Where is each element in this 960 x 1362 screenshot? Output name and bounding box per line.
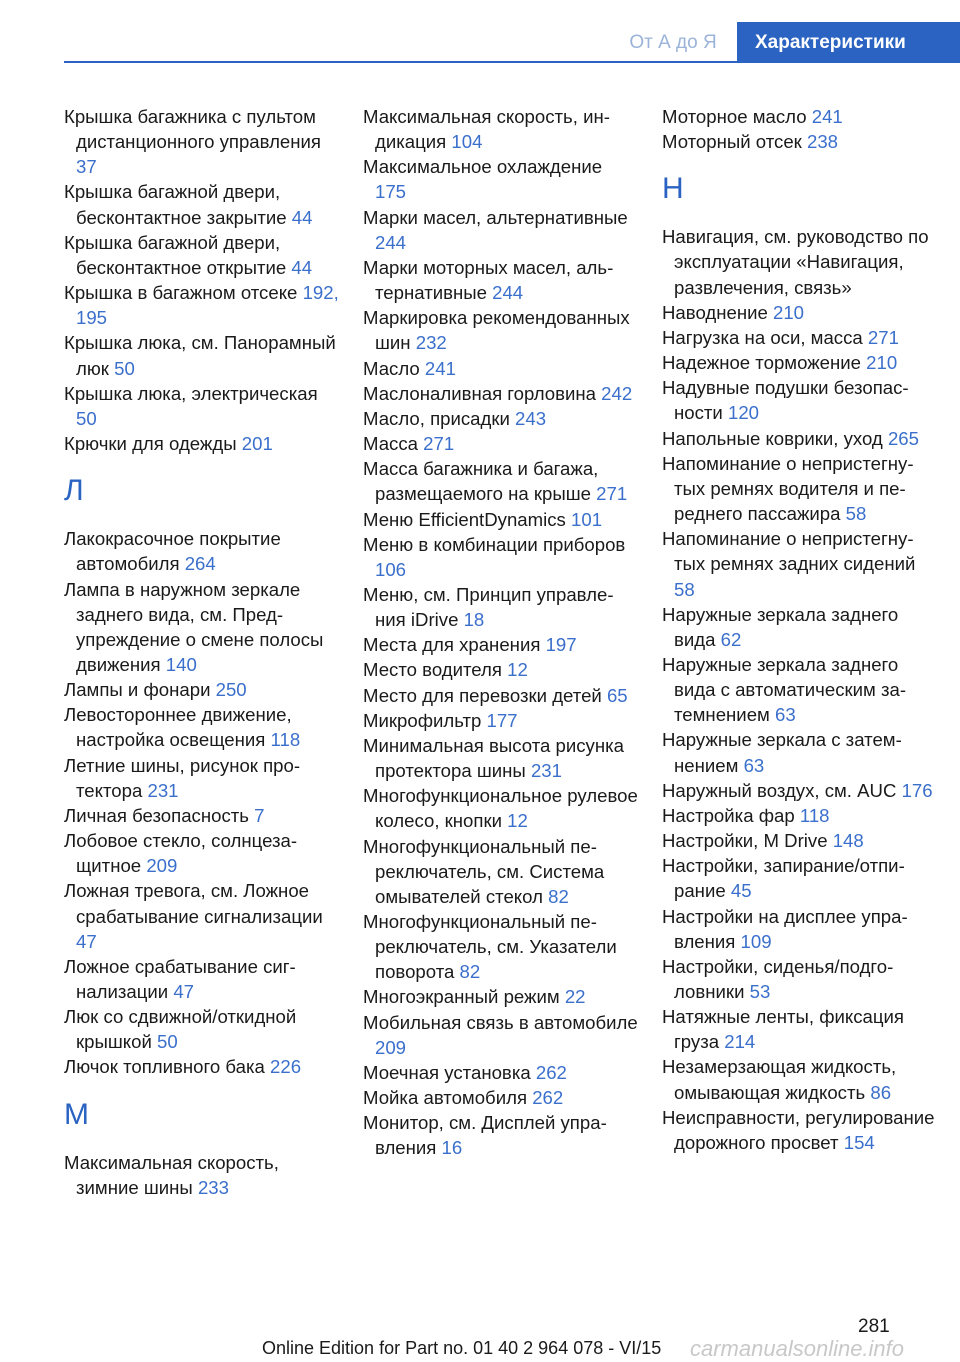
index-entry (363, 1010, 638, 1060)
section-letter: Н (662, 172, 684, 206)
page-link[interactable]: 177 (486, 709, 518, 731)
entry-term: Минимальная высота рисунка протектора шины (363, 734, 625, 782)
page-link[interactable]: 58 (674, 578, 695, 600)
page-link[interactable]: 231 (147, 779, 179, 801)
page-link[interactable]: 50 (157, 1031, 178, 1053)
entry-term: Марки моторных масел, альтернативные (363, 256, 614, 304)
page-link[interactable]: 238 (807, 131, 839, 153)
page-link[interactable]: 101 (571, 508, 603, 530)
entry-term: Наводнение (662, 301, 768, 323)
page-link[interactable]: 233 (197, 1176, 229, 1198)
index-entry (363, 1085, 638, 1110)
entry-term: Левостороннее движение, настройка освещения (64, 704, 292, 751)
index-entry (662, 104, 937, 129)
index-column-1 (64, 104, 339, 1200)
index-entry (64, 577, 339, 678)
index-entry (64, 431, 339, 456)
index-entry (64, 381, 339, 431)
entry-term: Напоминание о непристегнутых ремнях водителя и переднего пассажира (662, 452, 914, 525)
page-link[interactable]: 192, 195 (76, 282, 339, 329)
page-link[interactable]: 209 (375, 1036, 407, 1058)
index-entry (662, 778, 937, 803)
index-entry (363, 657, 638, 682)
page-link[interactable]: 37 (76, 156, 97, 178)
entry-term: Меню, см. Принцип управления iDrive (363, 583, 614, 631)
entry-term: Максимальное охлаждение (363, 156, 603, 178)
index-entry (64, 330, 339, 380)
page-link[interactable]: 242 (601, 382, 633, 404)
entry-term: Места для хранения (363, 634, 541, 656)
page-link[interactable]: 271 (596, 483, 628, 505)
index-entry (64, 230, 339, 280)
index-entry (662, 1004, 937, 1054)
entry-term: Нагрузка на оси, масса (662, 326, 863, 348)
section-letter: Л (64, 474, 84, 508)
index-entry (363, 305, 638, 355)
page-link[interactable]: 209 (146, 855, 178, 877)
page-link[interactable]: 226 (270, 1056, 302, 1078)
index-entry (363, 406, 638, 431)
entry-term: Монитор, см. Дисплей управления (363, 1112, 607, 1159)
page-link[interactable]: 210 (773, 301, 805, 323)
index-entry (363, 582, 638, 632)
index-entry (64, 702, 339, 752)
index-entry (662, 350, 937, 375)
page-link[interactable]: 16 (441, 1137, 463, 1159)
page-link[interactable]: 22 (564, 986, 586, 1008)
page-link[interactable]: 47 (76, 930, 97, 952)
entry-term: Лампы и фонари (64, 679, 211, 701)
page-link[interactable]: 118 (799, 804, 830, 826)
entry-term: Лампа в наружном зеркале заднего вида, см. Предупреждение о смене полосы движения (64, 578, 324, 675)
index-entry (363, 431, 638, 456)
index-entry (64, 179, 339, 229)
entry-term: Надежное торможение (662, 352, 861, 374)
entry-term: Напоминание о непристегнутых ремнях задних сидений (662, 528, 916, 575)
index-entry (662, 1054, 937, 1104)
edition-note: Online Edition for Part no. 01 40 2 964 078 - VI/15 (262, 1338, 662, 1358)
entry-term: Моторное масло (662, 106, 807, 127)
index-entry (363, 683, 638, 708)
entry-term: Максимальная скорость, индикация (363, 106, 610, 153)
index-entry (662, 526, 937, 601)
index-entry (662, 904, 937, 954)
index-entry (64, 954, 339, 1004)
page-link[interactable]: 53 (749, 981, 771, 1002)
page-link[interactable]: 12 (507, 659, 528, 681)
index-entry (363, 381, 638, 406)
index-entry (64, 1004, 339, 1054)
page-link[interactable]: 62 (720, 628, 742, 650)
page-number: 281 (858, 1316, 890, 1337)
entry-term: Микрофильтр (363, 709, 482, 731)
page-link[interactable]: 210 (866, 352, 898, 374)
entry-term: Настройки, M Drive (662, 830, 828, 852)
index-column-3 (662, 104, 937, 1155)
entry-term: Ложная тревога, см. Ложное срабатывание сигнализации (64, 880, 323, 927)
page-link[interactable]: 18 (463, 609, 485, 631)
page-link[interactable]: 65 (606, 684, 628, 706)
entry-term: Крышка люка, см. Панорамный люк (64, 332, 336, 379)
index-entry (64, 878, 339, 953)
entry-term: Наружные зеркала заднего вида с автоматическим затемнением (662, 653, 907, 726)
entry-term: Наружные зеркала заднего вида (662, 603, 899, 650)
index-entry (363, 255, 638, 305)
page-link[interactable]: 265 (887, 427, 919, 449)
entry-term: Масса (363, 433, 418, 455)
page-link[interactable]: 58 (845, 503, 867, 525)
entry-term: Мобильная связь в автомобиле (363, 1011, 638, 1033)
tab-a-to-z[interactable]: От А до Я (629, 32, 717, 53)
page-link[interactable]: 45 (730, 880, 752, 902)
watermark: carmanualsonline.info (690, 1336, 905, 1361)
page-link[interactable]: 197 (545, 634, 577, 656)
page-header (0, 22, 960, 62)
entry-term: Настройки на дисплее управления (662, 905, 908, 952)
header-rule (64, 61, 960, 63)
page-link[interactable]: 214 (724, 1031, 756, 1053)
index-entry (662, 828, 937, 853)
page-link[interactable]: 47 (173, 981, 194, 1002)
page-link[interactable]: 262 (532, 1087, 564, 1109)
page-link[interactable]: 176 (901, 779, 933, 801)
index-entry (363, 708, 638, 733)
page-link[interactable]: 148 (832, 830, 864, 852)
index-column-2 (363, 104, 638, 1161)
page-link[interactable]: 44 (291, 206, 313, 228)
page-link[interactable]: 231 (530, 760, 562, 782)
page-link[interactable]: 175 (375, 181, 407, 203)
page-link[interactable]: 243 (515, 407, 547, 429)
index-entry (363, 532, 638, 582)
page-link[interactable]: 271 (423, 433, 455, 455)
index-entry (662, 652, 937, 727)
index-entry (64, 803, 339, 828)
index-entry (363, 632, 638, 657)
index-entry (363, 104, 638, 154)
entry-term: Летние шины, рисунок протектора (64, 754, 301, 801)
page-link[interactable]: 140 (165, 653, 197, 675)
entry-term: Максимальная скорость, зимние шины (64, 1151, 279, 1198)
entry-term: Напольные коврики, уход (662, 427, 883, 449)
page-link[interactable]: 86 (870, 1081, 892, 1103)
index-entry (64, 1054, 339, 1079)
page-link[interactable]: 154 (843, 1131, 875, 1153)
entry-term: Неисправности, регулирование дорожного просвет (662, 1106, 935, 1153)
page-link[interactable]: 106 (375, 558, 407, 580)
page-link[interactable]: 109 (740, 930, 772, 952)
index-entry (64, 677, 339, 702)
index-entry (363, 356, 638, 381)
entry-term: Меню EfficientDynamics (363, 508, 566, 530)
entry-term: Крючки для одежды (64, 433, 237, 455)
entry-term: Многофункциональный переключатель, см. Система омывателей стекол (363, 835, 605, 907)
index-entry (363, 984, 638, 1009)
entry-term: Место для перевозки детей (363, 684, 602, 706)
entry-term: Моечная установка (363, 1061, 531, 1083)
page-link[interactable]: 232 (415, 332, 447, 354)
index-entry (363, 783, 638, 833)
entry-term: Многофункциональное рулевое колесо, кнопки (363, 785, 638, 832)
index-entry (363, 507, 638, 532)
page-link[interactable]: 63 (775, 704, 796, 726)
index-entry (363, 733, 638, 783)
entry-term: Меню в комбинации приборов (363, 533, 626, 555)
entry-term: Настройки, сиденья/подголовники (662, 955, 894, 1002)
page-link[interactable]: 250 (215, 679, 247, 701)
index-entry (64, 104, 339, 179)
entry-term: Место водителя (363, 659, 502, 681)
page-link[interactable]: 241 (811, 106, 843, 127)
index-entry (662, 129, 937, 154)
index-entry (363, 1110, 638, 1160)
index-entry (363, 834, 638, 909)
index-entry (662, 300, 937, 325)
entry-term: Наружные зеркала с затемнением (662, 729, 902, 776)
index-entry (662, 224, 937, 299)
page-link[interactable]: 50 (76, 407, 97, 429)
page-link[interactable]: 244 (375, 231, 407, 253)
entry-term: Настройка фар (662, 804, 795, 826)
page-link[interactable]: 7 (254, 804, 265, 826)
index-entry (363, 205, 638, 255)
page-link[interactable]: 120 (727, 402, 760, 424)
entry-term: Крышка багажной двери, бесконтактное открытие (64, 231, 287, 278)
index-entry (64, 280, 339, 330)
page-link[interactable]: 241 (424, 357, 456, 379)
entry-term: Лакокрасочное покрытие автомобиля (64, 528, 281, 575)
entry-term: Навигация, см. руководство по эксплуатации «Навигация, развлечения, связь» (662, 226, 929, 298)
index-entry (662, 325, 937, 350)
index-entry (662, 803, 937, 828)
entry-term: Масло, присадки (363, 407, 510, 429)
index-entry (662, 426, 937, 451)
page-link[interactable]: 264 (184, 553, 216, 575)
entry-term: Крышка в багажном отсеке (64, 282, 298, 304)
index-entry (363, 909, 638, 984)
entry-term: Наружный воздух, см. AUC (662, 779, 897, 801)
page-link[interactable]: 50 (114, 357, 135, 379)
entry-term: Крышка люка, электрическая (64, 382, 318, 404)
index-entry (363, 154, 638, 204)
page-link[interactable]: 82 (459, 961, 481, 983)
entry-term: Лобовое стекло, солнцезащитное (64, 830, 298, 877)
index-entry (64, 1150, 339, 1200)
entry-term: Марки масел, альтернативные (363, 206, 628, 228)
entry-term: Маркировка рекомендованных шин (363, 307, 630, 354)
index-entry (662, 727, 937, 777)
index-entry (662, 954, 937, 1004)
index-entry (662, 853, 937, 903)
page-link[interactable]: 63 (743, 754, 765, 776)
index-entry (662, 375, 937, 425)
page-link[interactable]: 104 (451, 131, 483, 153)
entry-term: Настройки, запирание/отпирание (662, 855, 905, 902)
page-link[interactable]: 44 (291, 256, 313, 278)
entry-term: Незамерзающая жидкость, омывающая жидкость (662, 1056, 897, 1103)
entry-term: Личная безопасность (64, 804, 249, 826)
entry-term: Маслоналивная горловина (363, 382, 596, 404)
page-link[interactable]: 244 (492, 282, 524, 304)
page-link[interactable]: 201 (241, 433, 273, 455)
index-entry (64, 753, 339, 803)
index-entry (662, 1105, 937, 1155)
tab-characteristics[interactable]: Характеристики (737, 22, 960, 62)
entry-term: Крышка багажной двери, бесконтактное закрытие (64, 181, 287, 228)
entry-term: Натяжные ленты, фиксация груза (662, 1006, 904, 1053)
page-link[interactable]: 271 (867, 326, 899, 348)
page-link[interactable]: 118 (270, 729, 301, 751)
entry-term: Многофункциональный переключатель, см. Указатели поворота (363, 911, 617, 983)
index-entry (363, 456, 638, 506)
page-link[interactable]: 262 (535, 1061, 567, 1083)
entry-term: Многоэкранный режим (363, 986, 560, 1008)
entry-term: Моторный отсек (662, 131, 802, 153)
index-entry (662, 451, 937, 526)
page-link[interactable]: 82 (548, 885, 569, 907)
entry-term: Крышка багажника с пультом дистанционного управления (64, 106, 321, 153)
section-letter: М (64, 1097, 89, 1131)
index-entry (363, 1060, 638, 1085)
entry-term: Лючок топливного бака (64, 1056, 265, 1078)
entry-term: Масса багажника и багажа, размещаемого на крыше (363, 458, 599, 505)
index-entry (662, 602, 937, 652)
page-link[interactable]: 12 (507, 810, 528, 832)
entry-term: Масло (363, 357, 420, 379)
index-entry (64, 828, 339, 878)
index-entry (64, 526, 339, 576)
entry-term: Ложное срабатывание сигнализации (64, 955, 296, 1002)
entry-term: Люк со сдвижной/откидной крышкой (64, 1006, 297, 1053)
entry-term: Мойка автомобиля (363, 1087, 528, 1109)
entry-term: Надувные подушки безопасности (662, 377, 909, 424)
